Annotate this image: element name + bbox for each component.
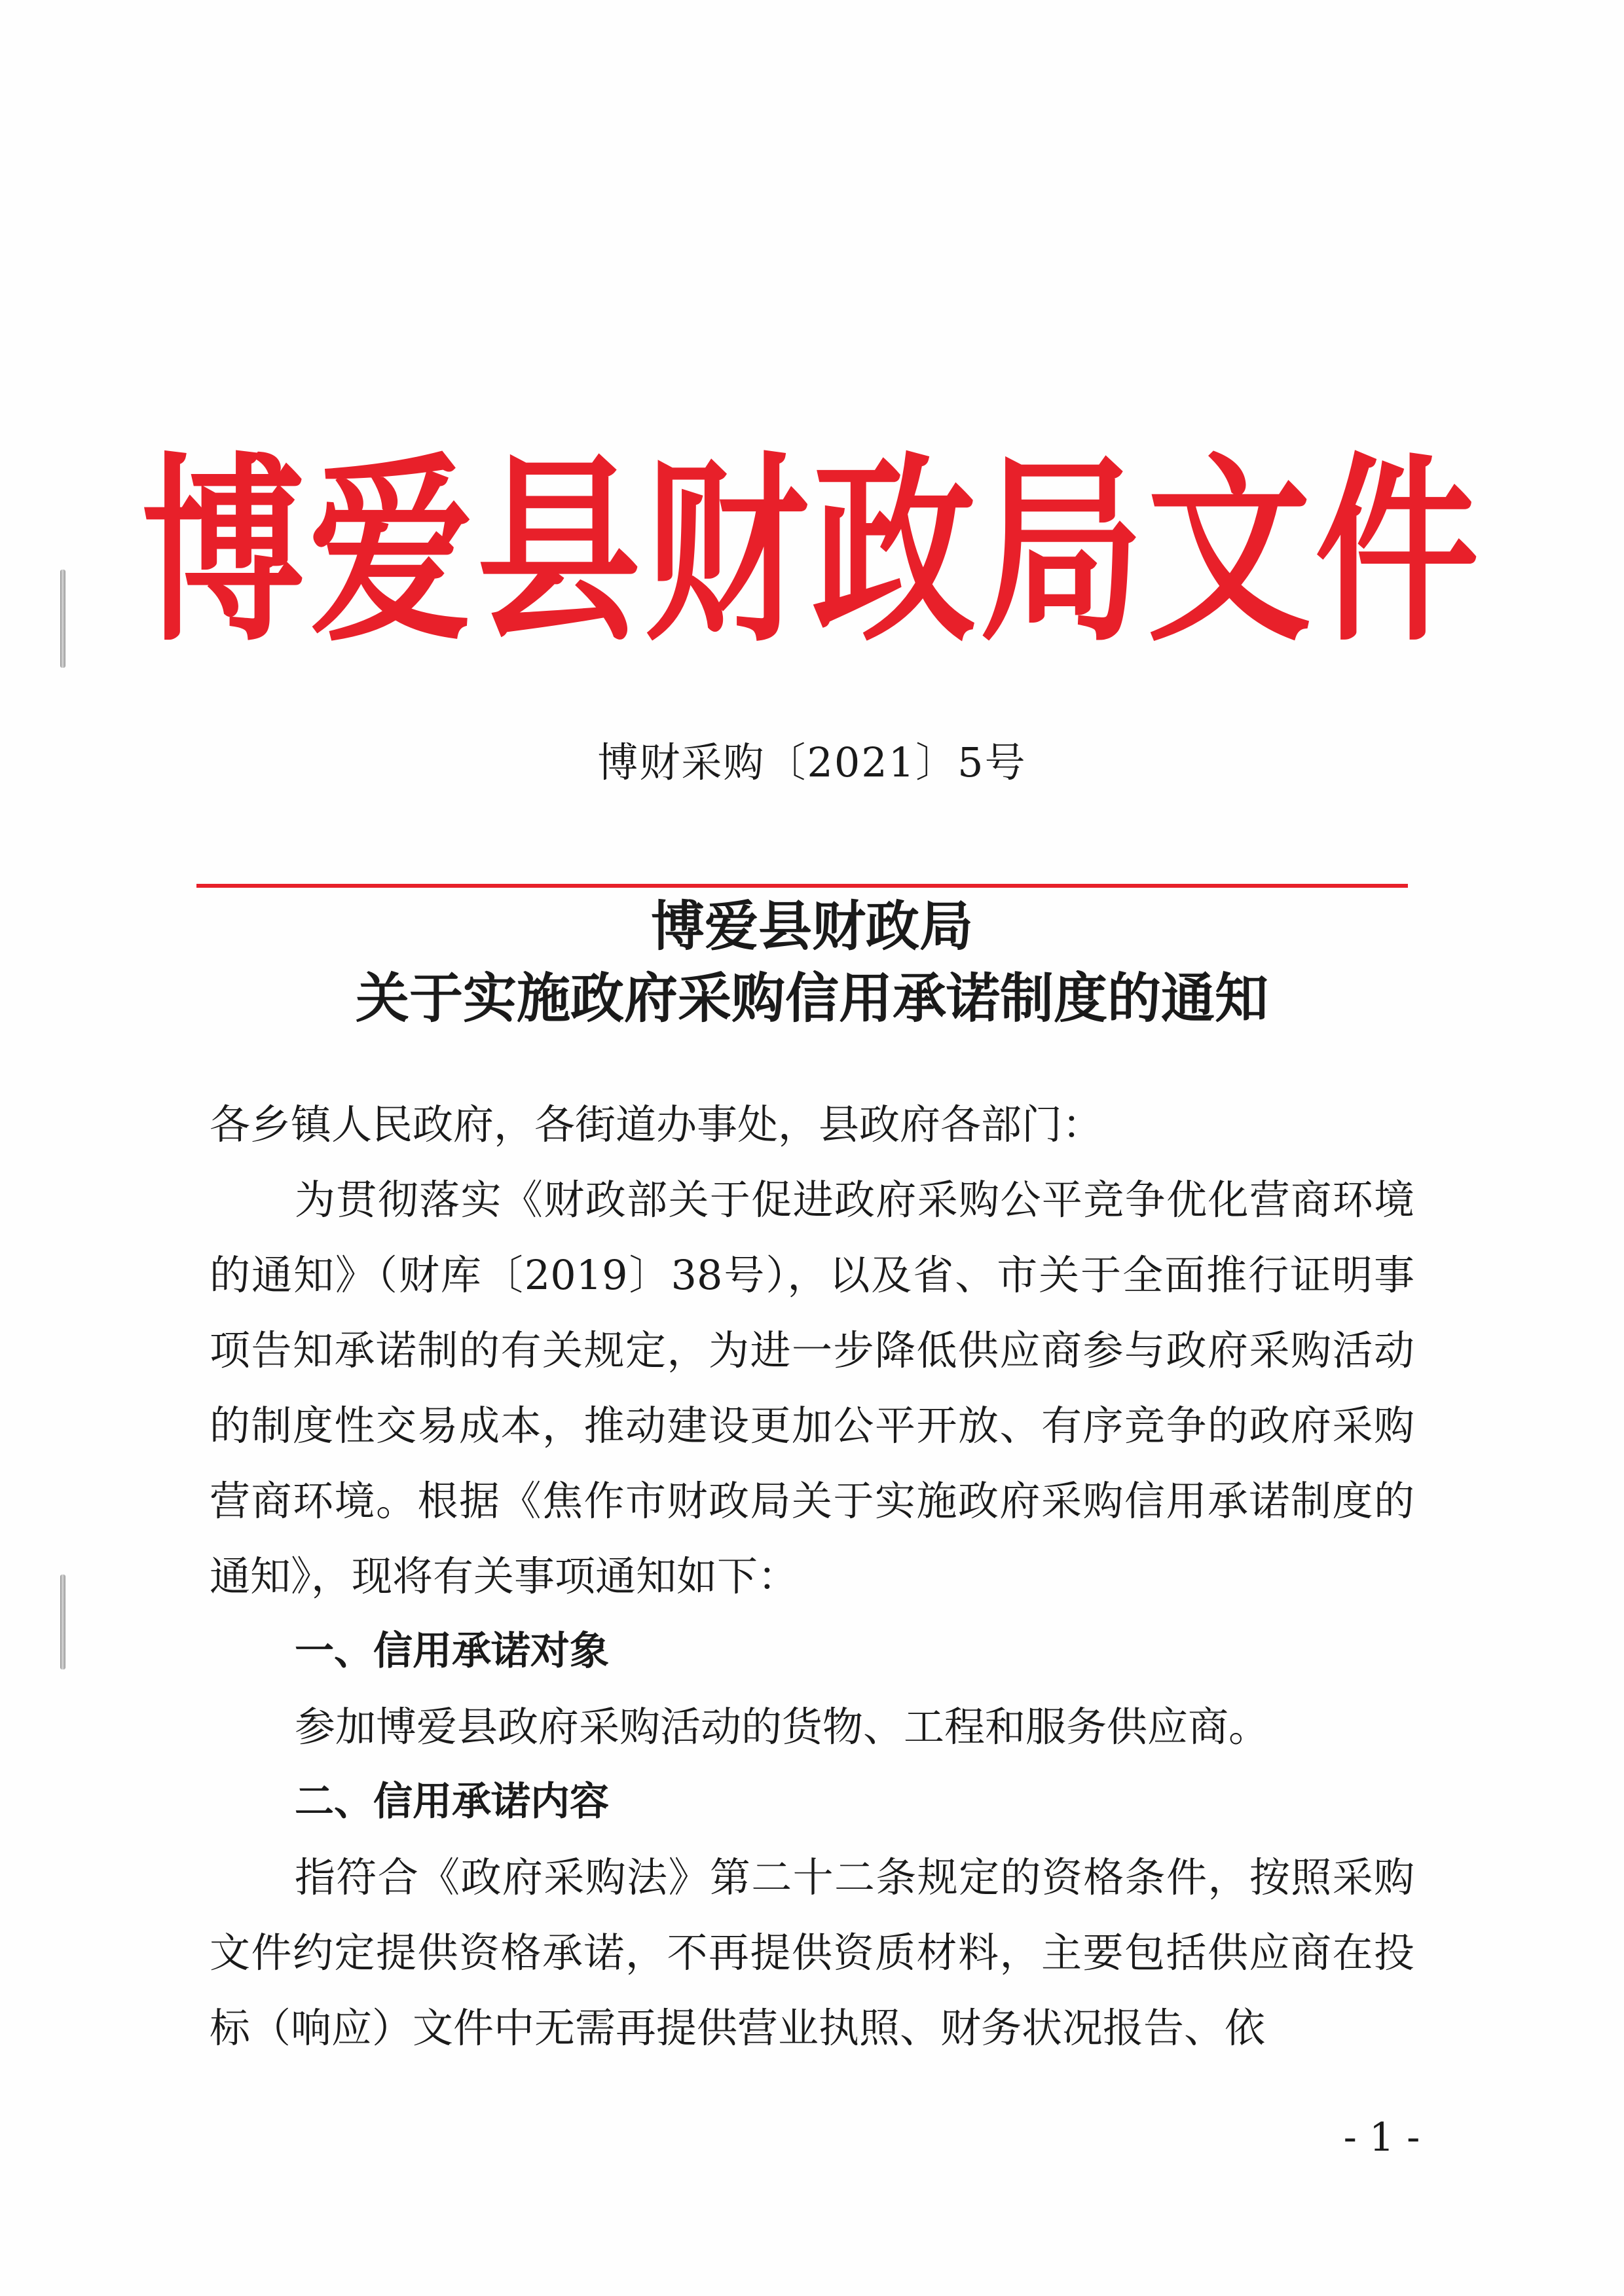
title-line-1: 博爱县财政局 (650, 895, 973, 958)
page-number: - 1 - (1343, 2115, 1420, 2160)
section-heading-2: 二、信用承诺内容 (295, 1779, 609, 1825)
document-number: 博财采购〔2021〕5号 (597, 738, 1027, 786)
addressee: 各乡镇人民政府，各街道办事处，县政府各部门： (210, 1101, 1103, 1148)
document-body (210, 1087, 1414, 2066)
section-text-2: 指符合《政府采购法》第二十二条规定的资格条件，按照采购文件约定提供资格承诺，不再提供资质材料，主要包括供应商在投标（响应）文件中无需再提供营业执照、财务状况报告、依 (210, 1853, 1414, 2052)
section-text-1: 参加博爱县政府采购活动的货物、工程和服务供应商。 (295, 1703, 1270, 1751)
binding-staple-bottom (60, 1575, 65, 1669)
issuer-banner: 博爱县财政局文件 (141, 433, 1483, 668)
red-separator-line (196, 884, 1408, 888)
section-heading-1: 一、信用承诺对象 (295, 1628, 609, 1674)
intro-paragraph: 为贯彻落实《财政部关于促进政府采购公平竞争优化营商环境的通知》（财库〔2019〕38号），以及省、市关于全面推行证明事项告知承诺制的有关规定，为进一步降低供应商参与政府采购活动的制度性交易成本，推动建设更加公平开放、有序竞争的政府采购营商环境。根据《焦作市财政局关于实施政府采购信用承诺制度的通知》，现将有关事项通知如下： (210, 1176, 1414, 1600)
title-line-2: 关于实施政府采购信用承诺制度的通知 (355, 967, 1268, 1030)
